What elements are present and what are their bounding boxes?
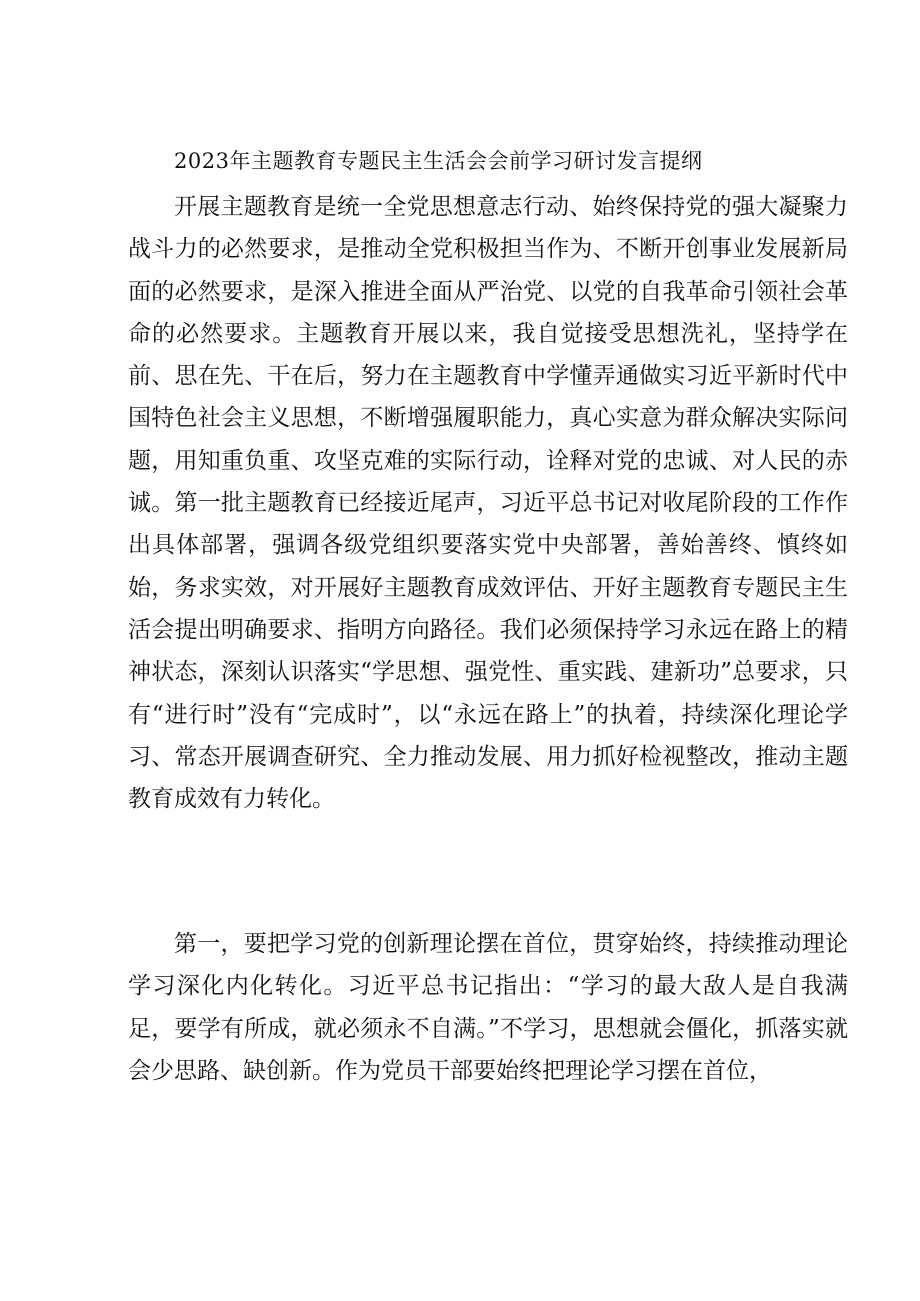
document-title: 2023年主题教育专题民主生活会会前学习研讨发言提纲 — [174, 149, 703, 173]
paragraph-1: 开展主题教育是统一全党思想意志行动、始终保持党的强大凝聚力战斗力的必然要求，是推动全党积极担当作为、不断开创事业发展新局面的必然要求，是深入推进全面从严治党、以党的自我革命引领社会革命的必然要求。主题教育开展以来，我自觉接受思想洗礼，坚持学在前、思在先、干在后，努力在主题教育中学懂弄通做实习近平新时代中国特色社会主义思想，不断增强履职能力，真心实意为群众解决实际问题，用知重负重、攻坚克难的实际行动，诠释对党的忠诚、对人民的赤诚。第一批主题教育已经接近尾声，习近平总书记对收尾阶段的工作作出具体部署，强调各级党组织要落实党中央部署，善始善终、慎终如始，务求实效，对开展好主题教育成效评估、开好主题教育专题民主生活会提出明确要求、指明方向路径。我们必须保持学习永远在路上的精神状态，深刻认识落实“学思想、强党性、重实践、建新功”总要求，只有“进行时”没有“完成时”，以“永远在路上”的执着，持续深化理论学习、常态开展调查研究、全力推动发展、用力抓好检视整改，推动主题教育成效有力转化。 — [128, 194, 848, 813]
paragraph-2: 第一，要把学习党的创新理论摆在首位，贯穿始终，持续推动理论学习深化内化转化。习近平总书记指出：“学习的最大敌人是自我满足，要学有所成，就必须永不自满。”不学习，思想就会僵化，抓落实就会少思路、缺创新。作为党员干部要始终把理论学习摆在首位， — [128, 931, 848, 1084]
